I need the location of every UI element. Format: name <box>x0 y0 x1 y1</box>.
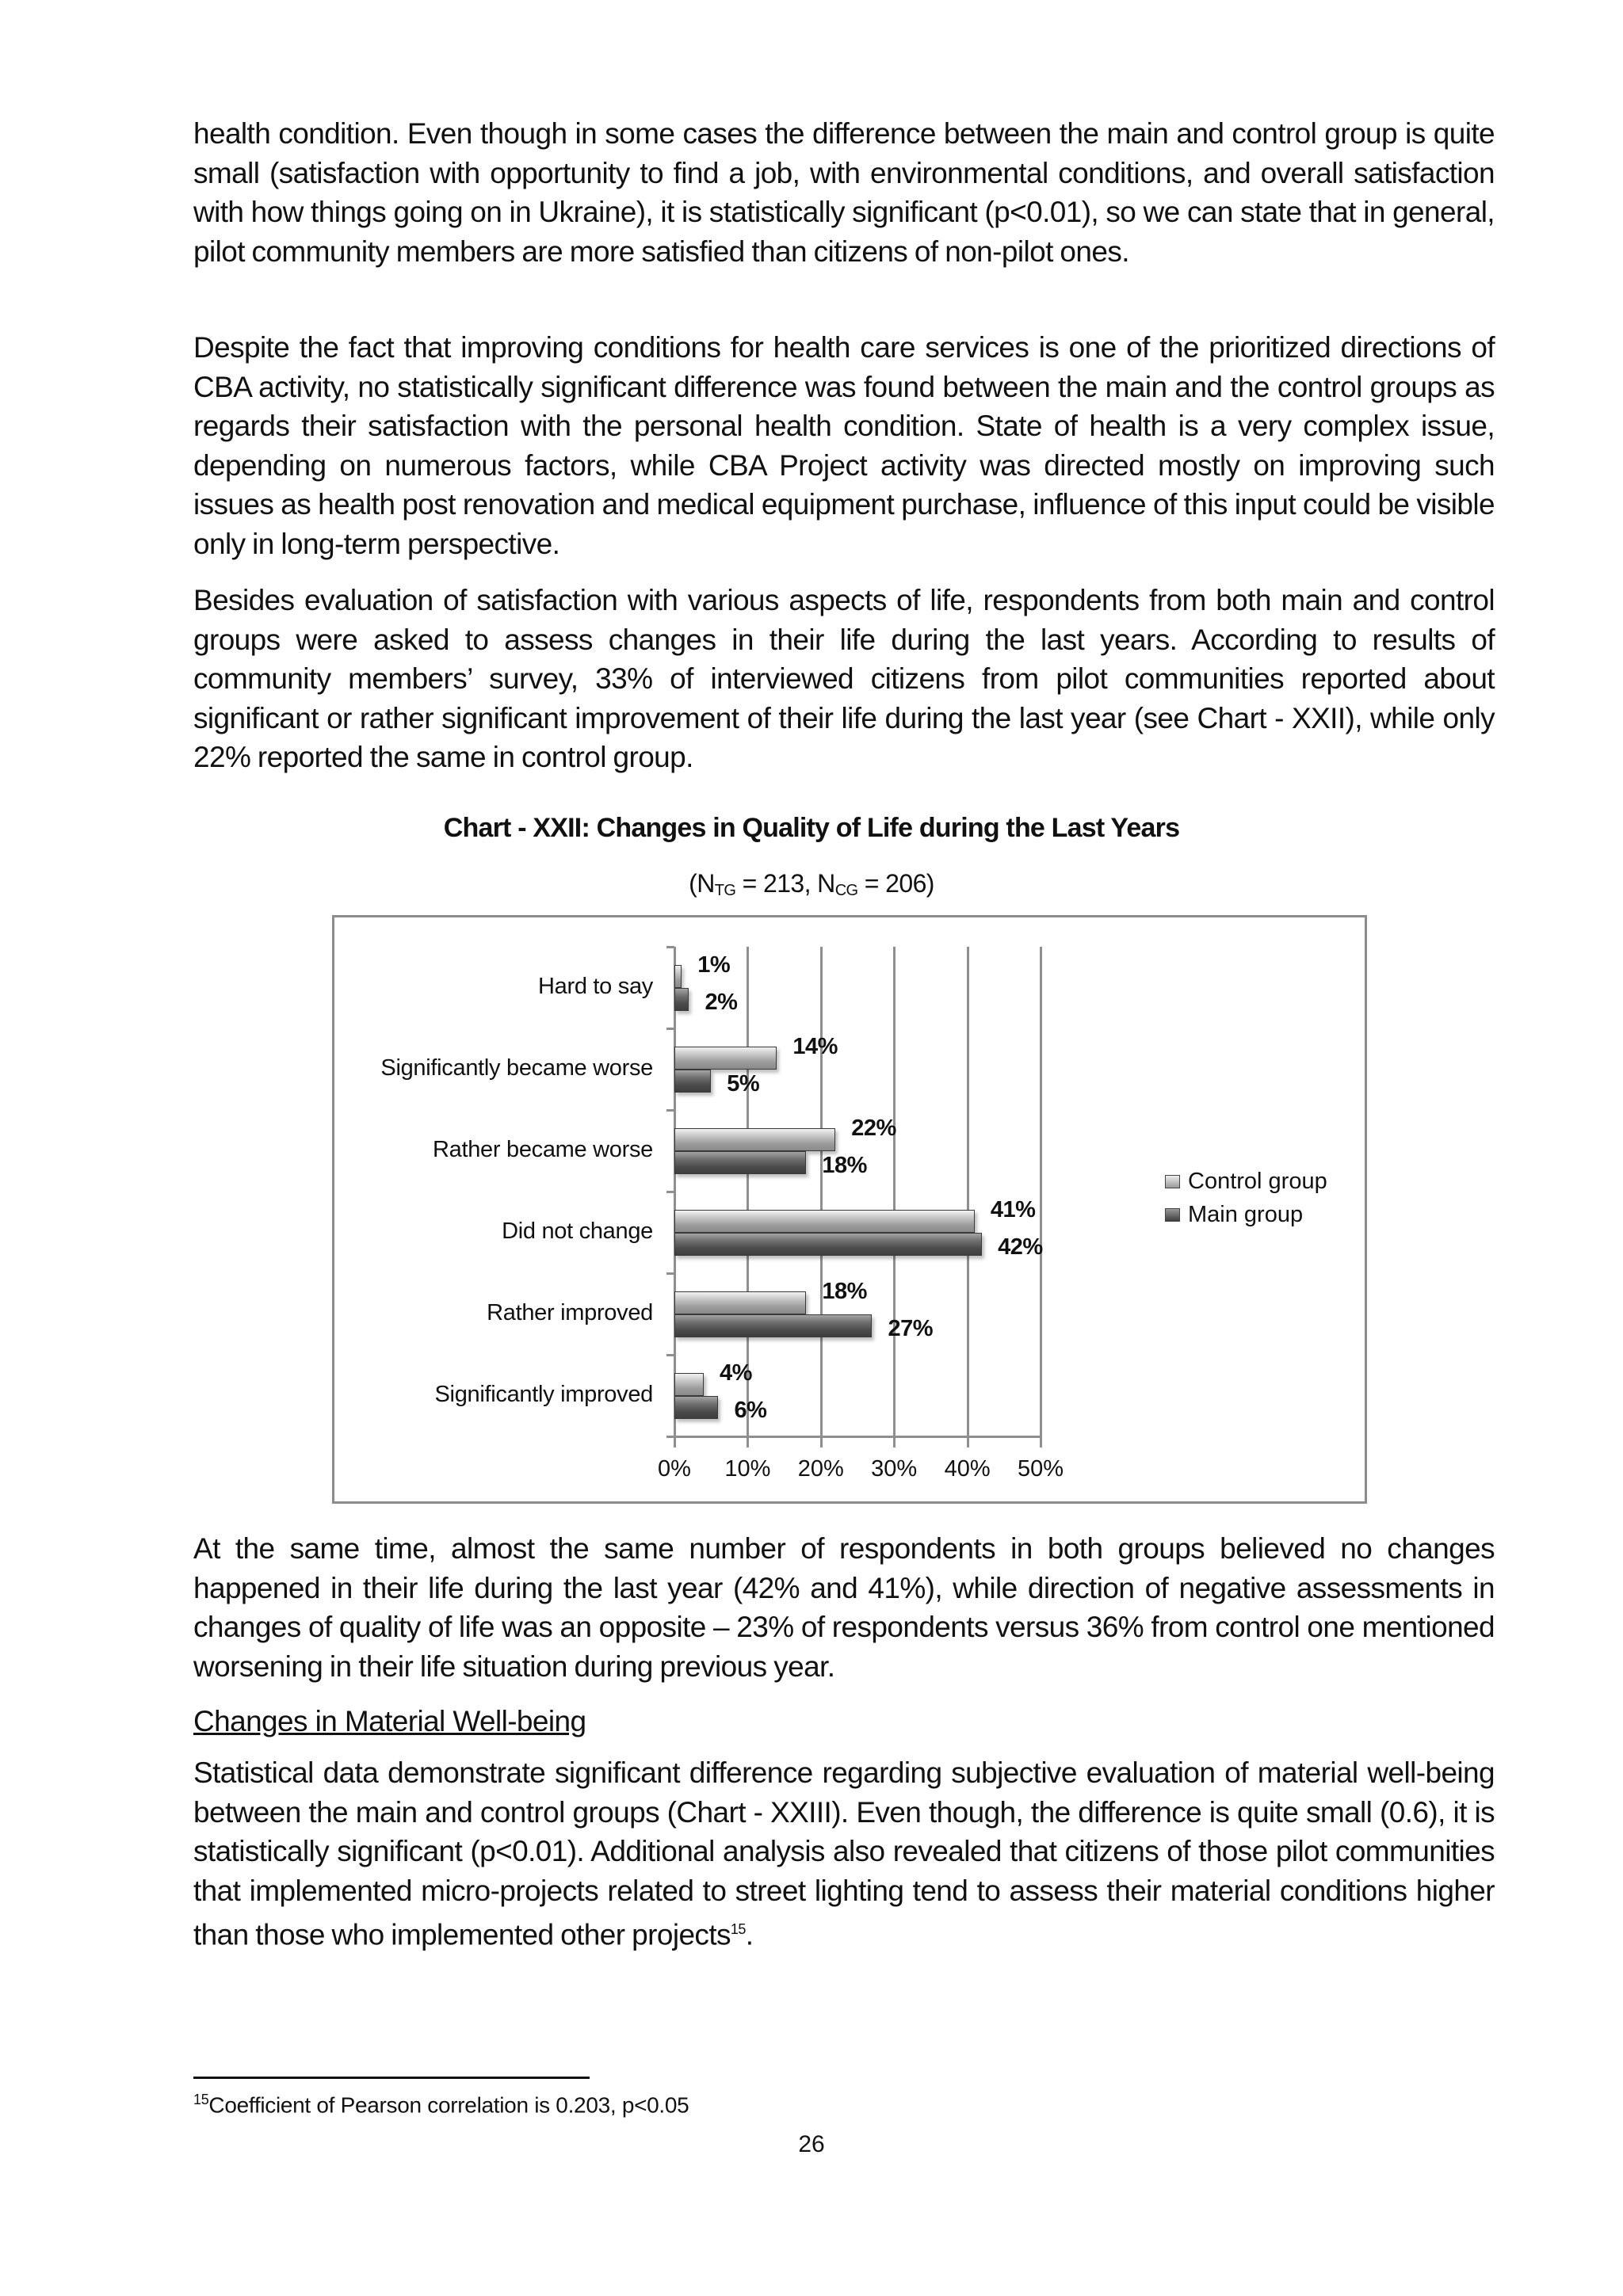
y-axis-tick <box>666 946 674 948</box>
bar-control-group <box>674 1047 777 1070</box>
y-axis-tick <box>666 1354 674 1356</box>
data-label-main: 27% <box>888 1315 934 1341</box>
page-number: 26 <box>798 2131 825 2157</box>
x-axis-tick-label: 10% <box>724 1456 771 1482</box>
y-axis-tick <box>666 1109 674 1112</box>
gridline <box>820 947 823 1447</box>
x-axis-tick-label: 0% <box>658 1456 691 1482</box>
x-axis-tick-label: 50% <box>1017 1456 1064 1482</box>
x-axis-tick-label: 40% <box>944 1456 991 1482</box>
data-label-control: 41% <box>990 1196 1036 1222</box>
category-label: Did not change <box>502 1218 653 1244</box>
bar-control-group <box>674 1291 806 1314</box>
data-label-main: 2% <box>705 989 738 1015</box>
bar-main-group <box>674 1233 982 1256</box>
data-label-control: 14% <box>792 1033 838 1059</box>
category-label: Rather improved <box>487 1299 653 1325</box>
legend-item-control: Control group <box>1165 1165 1327 1198</box>
data-label-main: 5% <box>727 1070 760 1097</box>
gridline <box>1040 947 1042 1447</box>
bar-main-group <box>674 1396 718 1419</box>
chart-legend <box>1165 1165 1327 1231</box>
y-axis-tick <box>666 1272 674 1275</box>
paragraph-3: Besides evaluation of satisfaction with various aspects of life, respondents from both main and control groups were asked to assess changes in their life during the last years. According to results of community members’ survey, 33% of interviewed citizens from pilot communities reported about significant or rather significant improvement of their life during the last year (see Chart - XXII), while only 22% reported the same in control group. <box>193 584 1495 773</box>
paragraph-1: health condition. Even though in some cases the difference between the main and control group is quite small (satisfaction with opportunity to find a job, with environmental conditions, and overall satisfaction with how things going on in Ukraine), it is statistically significant (p<0.01), so we can state that in general, pilot community members are more satisfied than citizens of non-pilot ones. <box>193 117 1495 268</box>
bar-main-group <box>674 1151 806 1174</box>
x-axis-line <box>666 1436 1041 1438</box>
bar-control-group <box>674 1210 975 1233</box>
category-label: Significantly improved <box>434 1381 653 1407</box>
y-axis-tick <box>666 1436 674 1438</box>
legend-swatch-icon <box>1165 1175 1180 1188</box>
bar-control-group <box>674 965 682 988</box>
footnote-reference[interactable]: 15 <box>730 1921 746 1937</box>
category-label: Hard to say <box>538 973 653 999</box>
bar-main-group <box>674 1070 711 1093</box>
bar-control-group <box>674 1128 835 1151</box>
gridline <box>893 947 896 1447</box>
x-axis-tick-label: 30% <box>871 1456 918 1482</box>
data-label-main: 42% <box>998 1234 1043 1260</box>
footnote: $^{15}$Coefficient of Pearson correlation is 0.203, p<0.05 <box>193 2092 689 2118</box>
legend-swatch-icon <box>1165 1208 1180 1222</box>
y-axis-tick <box>666 1191 674 1193</box>
paragraph-4: At the same time, almost the same number of respondents in both groups believed no changes happened in their life during the last year (42% and 41%), while direction of negative assessments in changes of quality of life was an opposite – 23% of respondents versus 36% from control one mentioned worsening in their life situation during previous year. <box>193 1532 1495 1683</box>
chart-subtitle: ($N_{TG} = 213$, $N_{CG} = 206$) <box>689 869 934 899</box>
data-label-control: 22% <box>851 1115 896 1141</box>
chart-title: Chart - XXII: Changes in Quality of Life during the Last Years <box>443 813 1180 843</box>
bar-main-group <box>674 1314 872 1337</box>
bar-main-group <box>674 988 689 1011</box>
data-label-main: 18% <box>822 1152 867 1178</box>
x-axis-tick-label: 20% <box>797 1456 844 1482</box>
paragraph-2: Despite the fact that improving conditions for health care services is one of the prioritized directions of CBA activity, no statistically significant difference was found between the main and the control groups as regards their satisfaction with the personal health condition. State of health is a very complex issue, depending on numerous factors, while CBA Project activity was directed mostly on improving such issues as health post renovation and medical equipment purchase, influence of this input could be visible only in long-term perspective. <box>193 331 1495 560</box>
footnote-separator <box>193 2077 590 2079</box>
legend-item-main: Main group <box>1165 1198 1327 1231</box>
gridline <box>967 947 969 1447</box>
paragraph-5: Statistical data demonstrate significant difference regarding subjective evaluation of material well-being between the main and control groups (Chart - XXIII). Even though, the difference is quite small (0.6), it is statistically significant (p<0.01). Additional analysis also revealed that citizens of those pilot communities that implemented micro-projects related to street lighting tend to assess their material conditions higher than those who implemented other projects$^{15}$. <box>193 1756 1495 1951</box>
data-label-main: 6% <box>734 1397 767 1423</box>
bar-control-group <box>674 1373 704 1396</box>
data-label-control: 18% <box>822 1278 867 1304</box>
data-label-control: 1% <box>697 952 731 978</box>
category-label: Significantly became worse <box>380 1055 653 1081</box>
section-heading: Changes in Material Well-being <box>193 1705 586 1737</box>
y-axis-tick <box>666 1028 674 1030</box>
data-label-control: 4% <box>719 1360 752 1386</box>
category-label: Rather became worse <box>433 1136 653 1162</box>
